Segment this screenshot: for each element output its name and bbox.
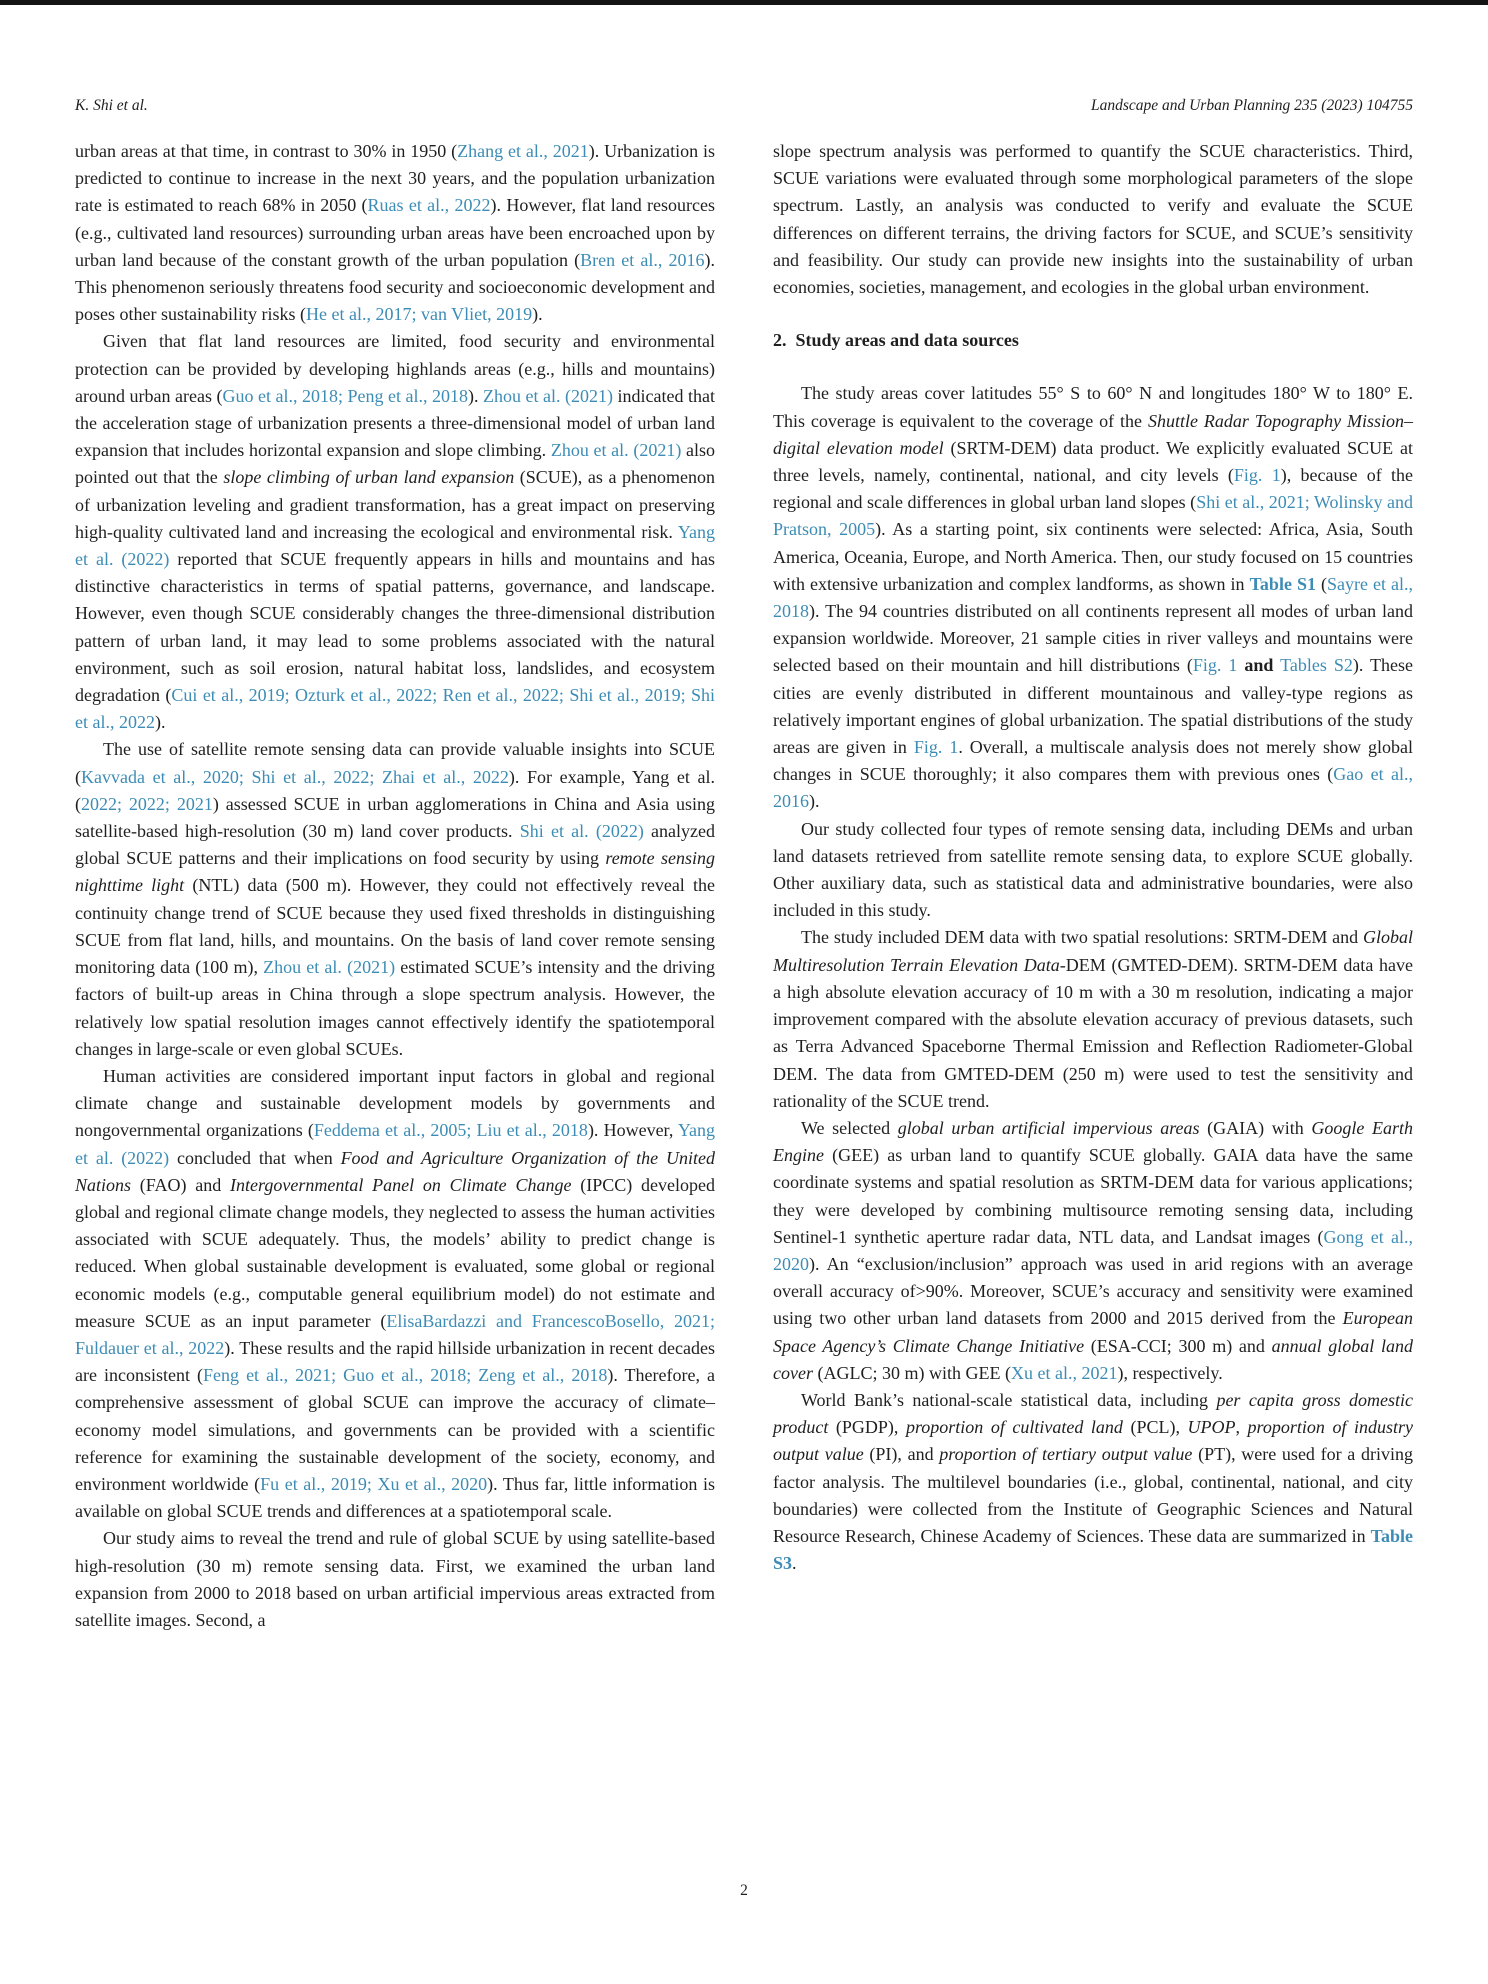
text-segment: . Overall, a multiscale analysis does not merely show global changes in SCUE thoroughly; it also compares them with previous ones ( — [773, 737, 1413, 785]
body-paragraph — [773, 1115, 1413, 1387]
text-segment: The study included DEM data with two spatial resolutions: SRTM-DEM and — [801, 927, 1363, 948]
body-paragraph — [773, 380, 1413, 815]
citation-link[interactable]: 2022; 2022; 2021 — [81, 793, 213, 814]
text-segment: ( — [1315, 573, 1327, 594]
citation-link[interactable]: Fig. 1 — [1192, 655, 1238, 676]
text-segment: Global Multiresolution Terrain Elevation Data — [773, 927, 1413, 975]
text-segment: remote sensing nighttime light — [75, 848, 715, 896]
citation-link[interactable]: Zhou et al. (2021) — [483, 385, 614, 406]
text-segment: ). — [154, 712, 166, 733]
citation-link[interactable]: Yang et al. (2022) — [75, 521, 715, 570]
text-segment: The study areas cover latitudes 55° S to 60° N and longitudes 180° W to 180° E. This coverage is equivalent to the coverage of the — [773, 383, 1413, 431]
text-segment: ). As a starting point, six continents were selected: Africa, Asia, South America, Oceania, Europe, and North America. Then, our study focused on 15 countries with extensive urbanization and complex landforms, as shown in — [773, 519, 1414, 594]
text-segment: . — [792, 1553, 797, 1574]
text-segment: Human activities are considered important input factors in global and regional climate change and sustainable development models by governments and nongovernmental organizations ( — [75, 1065, 715, 1141]
citation-link[interactable]: Zhou et al. (2021) — [550, 440, 682, 461]
citation-link[interactable]: Kavvada et al., 2020; Shi et al., 2022; Zhai et al., 2022 — [81, 766, 509, 787]
citation-link[interactable]: Feng et al., 2021; Guo et al., 2018; Zeng et al., 2018 — [203, 1365, 608, 1386]
text-column-left — [75, 138, 715, 1634]
text-segment: ). Therefore, a comprehensive assessment of global SCUE can improve the accuracy of climate–economy model simulations, and governments can be provided with a scientific reference for examining the sustainable development of the society, economy, and environment worldwide ( — [75, 1365, 715, 1494]
citation-link[interactable]: Fig. 1 — [913, 737, 959, 758]
text-segment: (PT), were used for a driving factor analysis. The multilevel boundaries (i.e., global, continental, national, and city boundaries) were collected from the Institute of Geographic Sciences and Natural Resource Research, Chinese Academy of Sciences. These data are summarized in — [773, 1444, 1413, 1546]
text-segment: World Bank’s national-scale statistical data, including — [801, 1389, 1217, 1410]
text-segment: ) assessed SCUE in urban agglomerations in China and Asia using satellite-based high-resolution (30 m) land cover products. — [75, 793, 715, 842]
text-segment: Food and Agriculture Organization of the United Nations — [75, 1147, 716, 1195]
body-paragraph — [75, 736, 715, 1062]
citation-link[interactable]: Gong et al., 2020 — [773, 1226, 1414, 1274]
text-segment: ). Urbanization is predicted to continue to increase in the next 30 years, and the population urbanization rate is estimated to reach 68% in 2050 ( — [75, 141, 715, 216]
citation-link[interactable]: Shi et al. (2022) — [519, 821, 644, 842]
page-number: 2 — [740, 1882, 748, 1899]
citation-link[interactable]: Guo et al., 2018; Peng et al., 2018 — [222, 385, 468, 406]
text-segment: (FAO) and — [131, 1174, 231, 1195]
text-segment: ). This phenomenon seriously threatens food security and socioeconomic development and poses other sustainability risks ( — [75, 249, 715, 325]
citation-link[interactable]: Xu et al., 2021 — [1010, 1362, 1118, 1383]
text-segment: estimated SCUE’s intensity and the driving factors of built-up areas in China through a slope spectrum analysis. However, the relatively low spatial resolution images cannot effectively identify the spatiotemporal changes in large-scale or even global SCUEs. — [75, 957, 716, 1059]
body-paragraph — [75, 1525, 715, 1634]
citation-link[interactable]: Shi et al., 2021; Wolinsky and Pratson, 2005 — [773, 492, 1413, 540]
citation-link[interactable]: Cui et al., 2019; Ozturk et al., 2022; Ren et al., 2022; Shi et al., 2019; Shi et al., 2022 — [75, 685, 716, 733]
text-segment: , — [1235, 1417, 1248, 1438]
text-segment: slope spectrum analysis was performed to quantify the SCUE characteristics. Third, SCUE variations were evaluated through some morphological parameters of the slope spectrum. Lastly, an analysis was conducted to verify and evaluate the SCUE differences on different terrains, the driving factors for SCUE, and SCUE’s sensitivity and feasibility. Our study can provide new insights into the sustainability of urban economies, societies, management, and ecologies in the global urban environment. — [773, 141, 1413, 298]
citation-link[interactable]: Zhou et al. (2021) — [263, 957, 396, 978]
text-segment: ), respectively. — [1117, 1362, 1223, 1383]
citation-link[interactable]: Table S1 — [1249, 573, 1316, 594]
text-segment: reported that SCUE frequently appears in hills and mountains and has distinctive characteristics in terms of spatial patterns, governance, and landscape. However, even though SCUE considerably changes the three-dimensional distribution pattern of urban land, it may lead to some problems associated with the natural environment, such as soil erosion, natural habitat loss, landslides, and ecosystem degradation ( — [75, 549, 716, 706]
header-journal-citation: Landscape and Urban Planning 235 (2023) 104755 — [1090, 97, 1413, 114]
citation-link[interactable]: Yang et al. (2022) — [75, 1120, 716, 1168]
citation-link[interactable]: Gao et al., 2016 — [773, 764, 1414, 812]
citation-link[interactable]: Fig. 1 — [1233, 465, 1281, 486]
text-segment: ). — [532, 304, 543, 325]
text-segment: urban areas at that time, in contrast to 30% in 1950 ( — [75, 141, 458, 161]
text-segment: (AGLC; 30 m) with GEE ( — [812, 1362, 1011, 1383]
text-segment: (IPCC) developed global and regional climate change models, they neglected to assess the human activities associated with SCUE adequately. Thus, the models’ ability to predict change is reduced. When global sustainable development is evaluated, some global or regional economic models (e.g., computable general equilibrium model) do not estimate and measure SCUE as an input parameter ( — [75, 1174, 715, 1331]
text-segment: ). — [809, 791, 820, 812]
body-paragraph — [773, 138, 1413, 301]
text-segment: global urban artificial impervious areas — [897, 1117, 1200, 1138]
text-segment: indicated that the acceleration stage of urbanization presents a three-dimensional model of urban land expansion that includes horizontal expansion and slope climbing. — [75, 385, 715, 461]
text-segment: We selected — [801, 1117, 898, 1138]
text-segment: annual global land cover — [773, 1335, 1413, 1383]
text-segment: proportion of industry output value — [773, 1417, 1413, 1465]
text-segment: European Space Agency’s Climate Change Initiative — [773, 1308, 1413, 1356]
text-segment: (SCUE), as a phenomenon of urbanization leveling and gradient transformation, has a great impact on preserving high-quality cultivated land and increasing the ecological and environmental risk. — [75, 467, 715, 542]
text-segment: also pointed out that the — [75, 440, 716, 488]
citation-link[interactable]: Ruas et al., 2022 — [367, 195, 491, 216]
text-segment: (GEE) as urban land to quantify SCUE globally. GAIA data have the same coordinate systems and spatial resolution as SRTM-DEM data for various applications; they were developed by combining multisource remoting sensing data, including Sentinel-1 synthetic aperture radar data, NTL data, and Landsat images ( — [773, 1145, 1413, 1247]
text-segment: ). Thus far, little information is available on global SCUE trends and differences at a spatiotemporal scale. — [75, 1473, 715, 1522]
text-segment: ). These cities are evenly distributed in different mountainous and valley-type regions as relatively important engines of global urbanization. The spatial distributions of the study areas are given in — [773, 655, 1414, 758]
text-segment: and — [1244, 655, 1274, 676]
text-segment: ). The 94 countries distributed on all continents represent all modes of urban land expansion worldwide. Moreover, 21 sample cities in river valleys and mountains were selected based on their mountain and hill distributions ( — [773, 601, 1413, 676]
text-segment: proportion of tertiary output value — [939, 1444, 1193, 1465]
text-segment: ). — [468, 385, 484, 406]
text-segment: ). An “exclusion/inclusion” approach was used in arid regions with an average overall accuracy of>90%. Moreover, SCUE’s accuracy and sensitivity were examined using two other urban land datasets from 2000 and 2015 derived from the — [773, 1253, 1413, 1329]
page-top-rule — [0, 0, 1488, 5]
text-segment: Intergovernmental Panel on Climate Change — [230, 1174, 572, 1195]
text-segment: UPOP — [1187, 1417, 1236, 1438]
citation-link[interactable]: Feddema et al., 2005; Liu et al., 2018 — [313, 1120, 588, 1141]
text-segment: proportion of cultivated land — [905, 1417, 1123, 1438]
body-paragraph — [75, 1063, 715, 1525]
citation-link[interactable]: Bren et al., 2016 — [580, 249, 705, 270]
text-segment: Our study aims to reveal the trend and rule of global SCUE by using satellite-based high-resolution (30 m) remote sensing data. First, we examined the urban land expansion from 2000 to 2018 based on urban artificial impervious areas extracted from satellite images. Second, a — [75, 1528, 715, 1630]
body-paragraph — [773, 1387, 1413, 1577]
text-column-right — [773, 138, 1413, 1577]
text-segment: Shuttle Radar Topography Mission–digital elevation model — [773, 410, 1413, 458]
text-segment: Given that flat land resources are limited, food security and environmental protection can be provided by developing highlands areas (e.g., hills and mountains) around urban areas ( — [75, 331, 715, 406]
text-segment: -DEM (GMTED-DEM). SRTM-DEM data have a high absolute elevation accuracy of 10 m with a 30 m resolution, indicating a major improvement compared with the absolute elevation accuracy of previous datasets, such as Terra Advanced Spaceborne Thermal Emission and Reflection Radiometer-Global DEM. The data from GMTED-DEM (250 m) were used to test the sensitivity and rationality of the SCUE trend. — [773, 954, 1413, 1111]
text-segment: (NTL) data (500 m). However, they could not effectively reveal the continuity change trend of SCUE because they used fixed thresholds in distinguishing SCUE from flat land, hills, and mountains. On the basis of land cover remote sensing monitoring data (100 m), — [75, 875, 715, 978]
text-segment: (PCL), — [1122, 1417, 1188, 1438]
citation-link[interactable]: ElisaBardazzi and FrancescoBosello, 2021; Fuldauer et al., 2022 — [75, 1310, 715, 1358]
body-paragraph — [75, 328, 715, 736]
text-segment: ). For example, Yang et al. ( — [75, 766, 715, 814]
citation-link[interactable]: Tables S2 — [1280, 655, 1353, 676]
body-paragraph — [773, 816, 1413, 925]
text-segment: (SRTM-DEM) data product. We explicitly evaluated SCUE at three levels, namely, continental, national, and city levels ( — [773, 437, 1413, 486]
citation-link[interactable]: Zhang et al., 2021 — [457, 141, 589, 161]
citation-link[interactable]: Sayre et al., 2018 — [773, 573, 1413, 622]
text-segment: ). However, — [587, 1120, 678, 1141]
text-segment: ). However, flat land resources (e.g., cultivated land resources) surrounding urban areas have been encroached upon by urban land because of the constant growth of the urban population ( — [75, 195, 715, 270]
text-segment: analyzed global SCUE patterns and their implications on food security by using — [75, 821, 715, 869]
section-heading — [773, 327, 1413, 354]
text-segment: (ESA-CCI; 300 m) and — [1084, 1335, 1272, 1356]
text-segment: (PGDP), — [828, 1417, 906, 1438]
text-segment: ), because of the regional and scale differences in global urban land slopes ( — [773, 465, 1413, 513]
text-segment: per capita gross domestic product — [773, 1389, 1413, 1438]
body-paragraph — [75, 138, 715, 328]
citation-link[interactable]: Table S3 — [773, 1525, 1413, 1574]
text-segment: Our study collected four types of remote sensing data, including DEMs and urban land datasets retrieved from satellite remote sensing data, to explore SCUE globally. Other auxiliary data, such as statistical data and administrative boundaries, were also included in this study. — [773, 818, 1413, 921]
header-authors: K. Shi et al. — [75, 97, 148, 114]
text-segment: slope climbing of urban land expansion — [223, 467, 515, 488]
body-paragraph — [773, 924, 1413, 1114]
text-segment: 2. Study areas and data sources — [773, 330, 1019, 351]
text-segment: concluded that when — [169, 1147, 341, 1168]
citation-link[interactable]: Fu et al., 2019; Xu et al., 2020 — [260, 1473, 488, 1494]
text-segment: The use of satellite remote sensing data can provide valuable insights into SCUE ( — [75, 739, 715, 787]
text-segment: (PI), and — [863, 1444, 940, 1465]
text-segment: ). These results and the rapid hillside urbanization in recent decades are inconsistent ( — [75, 1337, 715, 1386]
running-header — [75, 97, 1413, 115]
text-segment: (GAIA) with — [1199, 1117, 1312, 1138]
citation-link[interactable]: He et al., 2017; van Vliet, 2019 — [305, 304, 533, 325]
text-segment: Google Earth Engine — [773, 1117, 1413, 1166]
